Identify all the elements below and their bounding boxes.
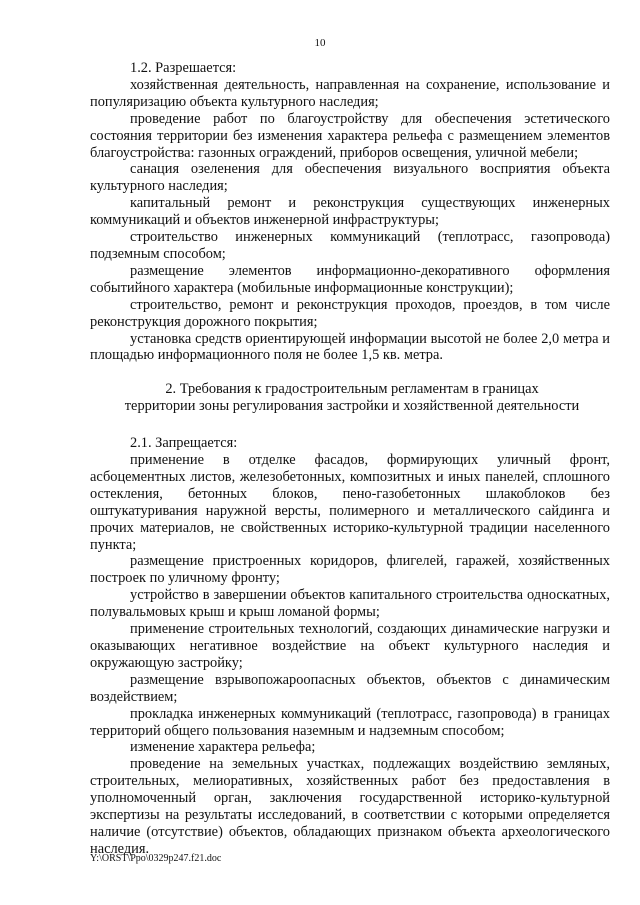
permitted-item: строительство инженерных коммуникаций (теплотрасс, газопровода) подземным способом; <box>90 229 610 262</box>
section-1-2-heading: 1.2. Разрешается: <box>130 60 237 76</box>
prohibited-item: проведение на земельных участках, подлежащих воздействию земляных, строительных, мелиоративных, хозяйственных работ без предоставления в уполномоченный орган, заключения государственной историко-культурной экспертизы на результаты исследований, в соответствии с которыми определяется наличие (отсутствие) объектов, обладающих признаком объекта археологического наследия. <box>90 756 610 857</box>
section-2-title-line-2: территории зоны регулирования застройки и хозяйственной деятельности <box>124 398 580 415</box>
spacer <box>90 364 610 381</box>
document-file-path: Y:\ORST\Ppo\0329p247.f21.doc <box>90 853 222 864</box>
section-2-1-heading: 2.1. Запрещается: <box>130 435 238 452</box>
prohibited-item: применение строительных технологий, создающих динамические нагрузки и оказывающих негативное воздействие на объект культурного наследия и окружающую застройку; <box>90 621 610 671</box>
prohibited-item: прокладка инженерных коммуникаций (теплотрасс, газопровода) в границах территорий общего пользования наземным и надземным способом; <box>90 705 610 739</box>
permitted-item: проведение работ по благоустройству для обеспечения эстетического состояния территории без изменения характера рельефа с размещением элементов благоустройства: газонных ограждений, приборов освещения, уличной мебели; <box>90 110 610 161</box>
spacer <box>90 415 610 435</box>
page-number: 10 <box>314 37 326 49</box>
permitted-item: размещение элементов информационно-декоративного оформления событийного характера (мобильные информационные конструкции); <box>90 262 610 296</box>
prohibited-item: применение в отделке фасадов, формирующих уличный фронт, асбоцементных листов, железобетонных, композитных и иных панелей, сплошного остекления, бетонных блоков, пено-газобетонных шлакоблоков без оштукатуривания наружной версты, полимерного и металлического сайдинга и прочих материалов, не свойственных историко-культурной традиции населенного пункта; <box>90 452 610 553</box>
section-2-title-line-1: 2. Требования к градостроительным регламентам в границах <box>165 381 539 398</box>
permitted-item: хозяйственная деятельность, направленная на сохранение, использование и популяризацию объекта культурного наследия; <box>90 76 610 110</box>
permitted-item: санация озеленения для обеспечения визуального восприятия объекта культурного наследия; <box>90 161 610 195</box>
prohibited-item: размещение взрывопожароопасных объектов, объектов с динамическим воздействием; <box>90 671 610 705</box>
prohibited-item: изменение характера рельефа; <box>130 739 316 756</box>
permitted-item: установка средств ориентирующей информации высотой не более 2,0 метра и площадью информационного поля не более 1,5 кв. метра. <box>90 330 610 364</box>
document-body <box>90 60 610 858</box>
prohibited-item: размещение пристроенных коридоров, флигелей, гаражей, хозяйственных построек по уличному фронту; <box>90 553 610 587</box>
permitted-item: строительство, ремонт и реконструкция проходов, проездов, в том числе реконструкция дорожного покрытия; <box>90 296 610 330</box>
prohibited-item: устройство в завершении объектов капитального строительства односкатных, полувальмовых крыш и крыш ломаной формы; <box>90 587 610 621</box>
permitted-item: капитальный ремонт и реконструкция существующих инженерных коммуникаций и объектов инженерной инфраструктуры; <box>90 195 610 229</box>
